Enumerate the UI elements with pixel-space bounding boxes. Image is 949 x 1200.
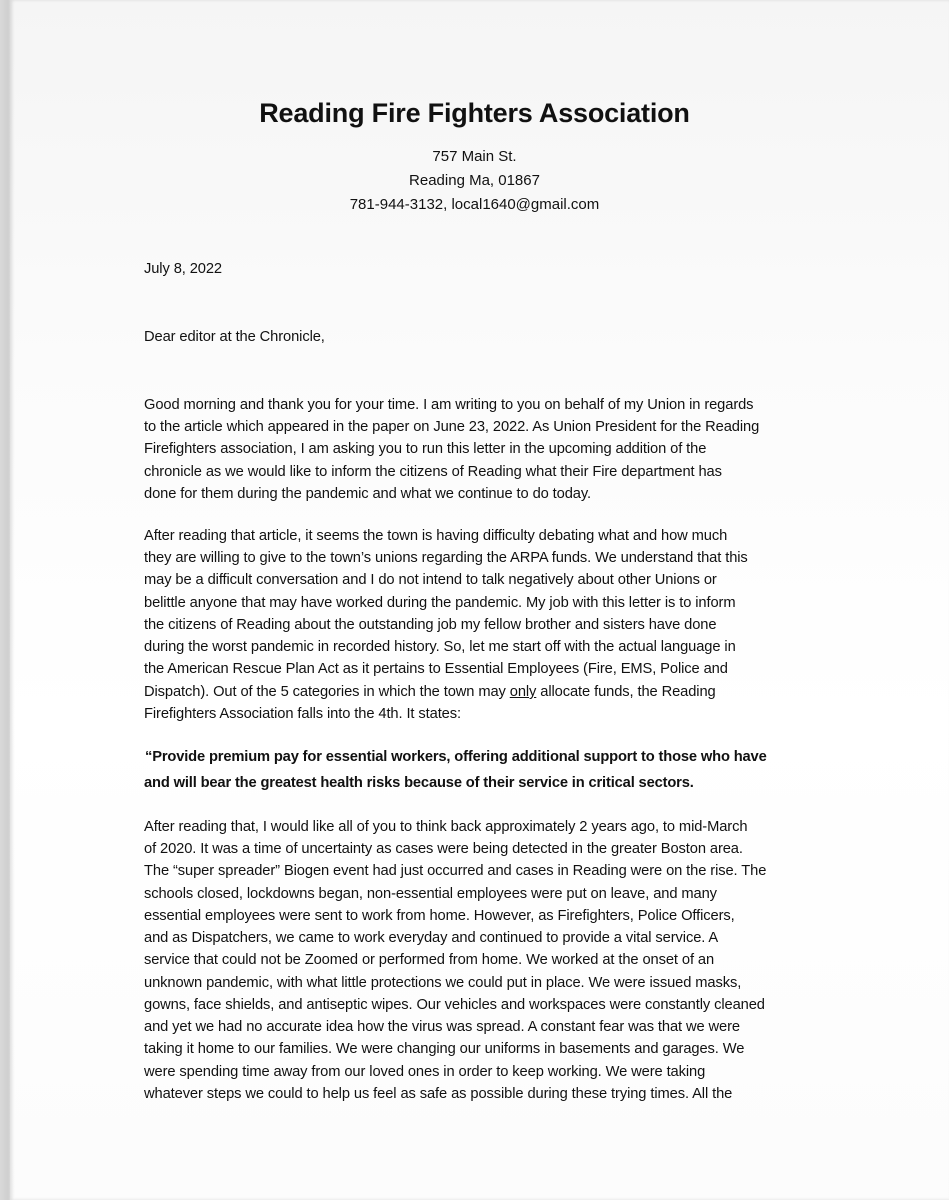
paragraph-line: taking it home to our families. We were changing our uniforms in basements and garages. We <box>144 1041 745 1057</box>
paragraph-line: gowns, face shields, and antiseptic wipes. Our vehicles and workspaces were constantly cleaned <box>144 997 765 1013</box>
paragraph-line: chronicle as we would like to inform the citizens of Reading what their Fire department has <box>144 464 722 480</box>
quote-line: and will bear the greatest health risks because of their service in critical sectors. <box>144 775 694 791</box>
salutation: Dear editor at the Chronicle, <box>144 329 325 345</box>
letter-date: July 8, 2022 <box>144 261 223 277</box>
quote-line: “Provide premium pay for essential workers, offering additional support to those who have <box>145 749 767 765</box>
paragraph-line: After reading that, I would like all of you to think back approximately 2 years ago, to mid-March <box>144 819 748 835</box>
paragraph-line <box>144 684 716 700</box>
paragraph-line: Firefighters association, I am asking you to run this letter in the upcoming addition of the <box>144 441 707 457</box>
paragraph-line: of 2020. It was a time of uncertainty as cases were being detected in the greater Boston area. <box>144 841 743 857</box>
paragraph-line: After reading that article, it seems the town is having difficulty debating what and how much <box>144 528 728 544</box>
organization-title: Reading Fire Fighters Association <box>259 98 690 128</box>
address-city: Reading Ma, 01867 <box>409 172 540 189</box>
paragraph-line: belittle anyone that may have worked during the pandemic. My job with this letter is to inform <box>144 595 736 611</box>
emphasis-only: only <box>509 684 537 700</box>
paragraph-line: Firefighters Association falls into the 4th. It states: <box>144 706 461 722</box>
paragraph-line: during the worst pandemic in recorded history. So, let me start off with the actual language in <box>144 639 736 655</box>
address-street: 757 Main St. <box>432 148 517 165</box>
paragraph-line: the citizens of Reading about the outstanding job my fellow brother and sisters have done <box>144 617 717 633</box>
paragraph-line: essential employees were sent to work from home. However, as Firefighters, Police Officers, <box>144 908 735 924</box>
contact-info: 781-944-3132, local1640@gmail.com <box>349 196 600 213</box>
paragraph-line: The “super spreader” Biogen event had just occurred and cases in Reading were on the rise. The <box>144 863 767 879</box>
paragraph-line: the American Rescue Plan Act as it pertains to Essential Employees (Fire, EMS, Police and <box>144 661 728 677</box>
paragraph-line: done for them during the pandemic and what we continue to do today. <box>144 486 592 502</box>
paragraph-line: to the article which appeared in the paper on June 23, 2022. As Union President for the Reading <box>144 419 760 435</box>
paragraph-line: schools closed, lockdowns began, non-essential employees were put on leave, and many <box>144 886 717 902</box>
paragraph-line: were spending time away from our loved ones in order to keep working. We were taking <box>144 1064 706 1080</box>
paragraph-line: may be a difficult conversation and I do not intend to talk negatively about other Unions or <box>144 572 717 588</box>
paragraph-line: they are willing to give to the town’s unions regarding the ARPA funds. We understand that this <box>144 550 748 566</box>
paragraph-line: whatever steps we could to help us feel as safe as possible during these trying times. All the <box>144 1086 733 1102</box>
paragraph-line: unknown pandemic, with what little protections we could put in place. We were issued masks, <box>144 975 742 991</box>
paragraph-line: and as Dispatchers, we came to work everyday and continued to provide a vital service. A <box>144 930 719 946</box>
paragraph-line: Good morning and thank you for your time. I am writing to you on behalf of my Union in regards <box>144 397 754 413</box>
paragraph-line: service that could not be Zoomed or performed from home. We worked at the onset of an <box>144 952 715 968</box>
line-text: Dispatch). Out of the 5 categories in which the town may <box>144 684 510 700</box>
paragraph-line: and yet we had no accurate idea how the virus was spread. A constant fear was that we were <box>144 1019 740 1035</box>
line-text: allocate funds, the Reading <box>536 684 716 700</box>
